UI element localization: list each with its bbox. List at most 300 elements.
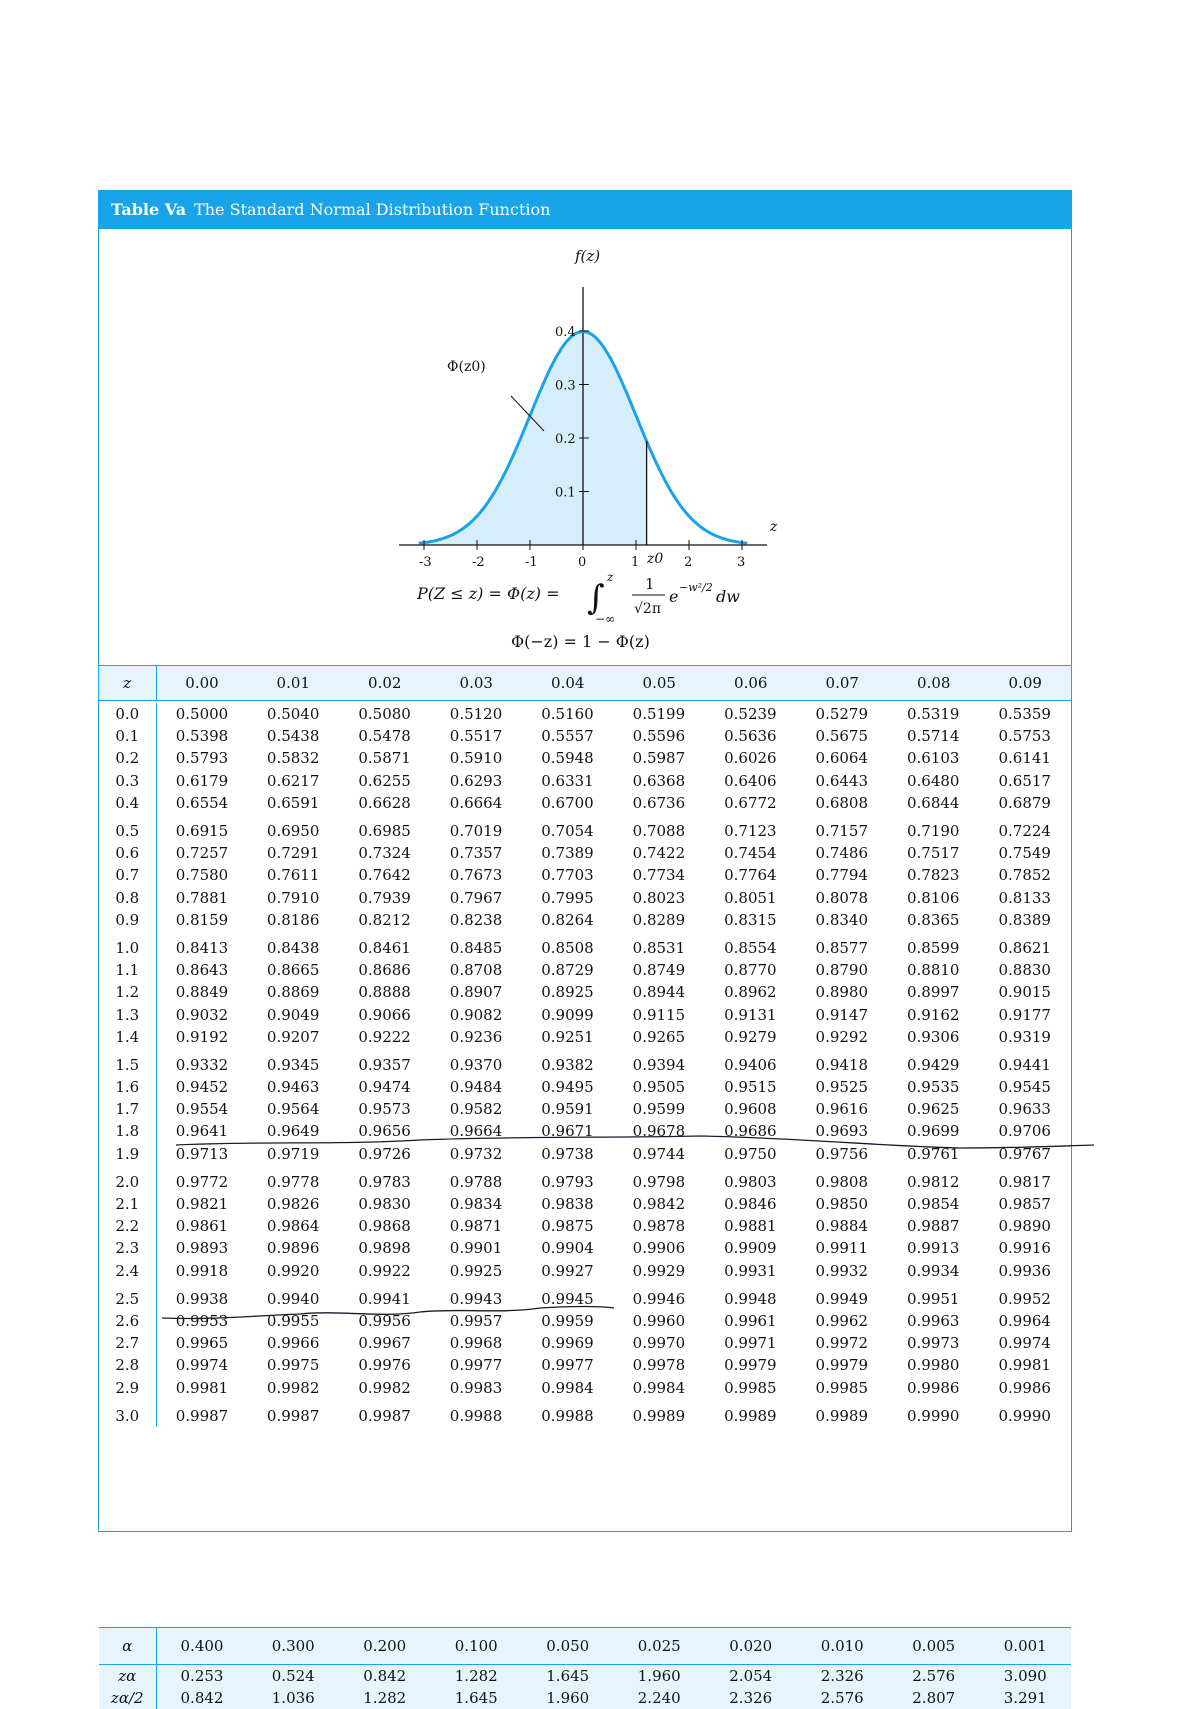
- z-value: 1.9: [99, 1143, 156, 1165]
- table-row: [99, 1288, 1071, 1310]
- probability-cell: 0.9961: [724, 1311, 777, 1330]
- table-row: [99, 1260, 1071, 1282]
- probability-cell: 0.9904: [541, 1239, 594, 1258]
- col-header: 0.05: [642, 674, 676, 692]
- quantile-table: [99, 1627, 1071, 1709]
- probability-cell: 0.8106: [906, 888, 960, 907]
- probability-cell: 0.9906: [632, 1239, 686, 1258]
- x-tick-label: 0: [578, 555, 587, 570]
- z-value: 3.0: [99, 1405, 156, 1427]
- probability-cell: 0.9177: [998, 1005, 1051, 1024]
- probability-cell: 0.9981: [998, 1356, 1051, 1375]
- probability-cell: 0.6026: [724, 749, 777, 768]
- probability-cell: 0.5438: [266, 727, 320, 746]
- area-label: Φ(z0): [447, 359, 486, 375]
- probability-cell: 0.9793: [541, 1172, 594, 1191]
- probability-cell: 0.9495: [541, 1078, 594, 1097]
- col-header: 0.08: [917, 674, 951, 692]
- probability-cell: 0.7019: [449, 822, 503, 841]
- probability-cell: 0.9162: [906, 1005, 960, 1024]
- probability-cell: 0.9964: [998, 1311, 1051, 1330]
- probability-cell: 0.9591: [541, 1100, 594, 1119]
- probability-cell: 0.9761: [906, 1144, 960, 1163]
- probability-cell: 0.9573: [358, 1100, 411, 1119]
- table-row: [99, 770, 1071, 792]
- probability-cell: 0.6443: [815, 771, 869, 790]
- symmetry-formula: Φ(−z) = 1 − Φ(z): [511, 632, 650, 651]
- probability-cell: 0.6217: [266, 771, 320, 790]
- alpha-label: α: [99, 1628, 156, 1665]
- probability-cell: 0.8665: [266, 961, 320, 980]
- probability-cell: 0.9049: [266, 1005, 320, 1024]
- table-row: [99, 1193, 1071, 1215]
- probability-cell: 0.9878: [632, 1217, 686, 1236]
- probability-cell: 0.9881: [724, 1217, 777, 1236]
- probability-cell: 0.7580: [175, 866, 229, 885]
- probability-cell: 0.8944: [632, 983, 686, 1002]
- probability-cell: 0.9975: [266, 1356, 320, 1375]
- probability-cell: 0.9929: [632, 1261, 686, 1280]
- z-alpha-value: 3.090: [1003, 1667, 1047, 1685]
- probability-cell: 0.8023: [632, 888, 686, 907]
- probability-cell: 0.9979: [724, 1356, 777, 1375]
- z-alpha-value: 1.960: [637, 1667, 681, 1685]
- table-row: [99, 1310, 1071, 1332]
- probability-cell: 0.6915: [175, 822, 229, 841]
- z-alpha2-value: 1.960: [546, 1689, 590, 1707]
- probability-cell: 0.9099: [541, 1005, 594, 1024]
- probability-cell: 0.9978: [632, 1356, 686, 1375]
- probability-cell: 0.9887: [906, 1217, 960, 1236]
- probability-cell: 0.9974: [998, 1334, 1051, 1353]
- z-value: 1.8: [99, 1120, 156, 1142]
- z-alpha2-value: 0.842: [180, 1689, 224, 1707]
- alpha-row: [99, 1628, 1071, 1665]
- probability-cell: 0.9974: [175, 1356, 229, 1375]
- probability-cell: 0.9649: [266, 1122, 320, 1141]
- y-tick-label: 0.1: [555, 485, 576, 501]
- fraction-denominator: √2π: [634, 601, 662, 617]
- probability-cell: 0.7939: [358, 888, 411, 907]
- probability-cell: 0.7642: [358, 866, 411, 885]
- probability-cell: 0.9032: [175, 1005, 229, 1024]
- quantile-grid: [99, 1628, 1071, 1709]
- y-axis-label: f(z): [575, 247, 601, 265]
- probability-cell: 0.9767: [998, 1144, 1051, 1163]
- probability-cell: 0.8869: [266, 983, 320, 1002]
- probability-cell: 0.9931: [724, 1261, 777, 1280]
- probability-cell: 0.9861: [175, 1217, 229, 1236]
- z-alpha-value: 1.282: [454, 1667, 498, 1685]
- probability-cell: 0.9838: [541, 1195, 594, 1214]
- probability-cell: 0.5948: [541, 749, 594, 768]
- probability-cell: 0.5080: [358, 705, 411, 724]
- probability-cell: 0.7291: [266, 844, 320, 863]
- probability-cell: 0.8212: [358, 910, 411, 929]
- probability-cell: 0.9812: [906, 1172, 960, 1191]
- probability-cell: 0.9864: [266, 1217, 320, 1236]
- z-alpha-value: 2.576: [912, 1667, 956, 1685]
- probability-cell: 0.9857: [998, 1195, 1051, 1214]
- probability-cell: 0.8508: [541, 938, 594, 957]
- probability-cell: 0.9973: [906, 1334, 960, 1353]
- z-alpha2-value: 2.576: [820, 1689, 864, 1707]
- probability-cell: 0.7257: [175, 844, 229, 863]
- probability-cell: 0.9616: [815, 1100, 869, 1119]
- z-value: 0.5: [99, 820, 156, 842]
- col-header: 0.04: [551, 674, 585, 692]
- probability-cell: 0.9686: [724, 1122, 777, 1141]
- probability-cell: 0.9981: [175, 1378, 229, 1397]
- probability-cell: 0.9959: [541, 1311, 594, 1330]
- probability-cell: 0.9192: [175, 1027, 229, 1046]
- probability-cell: 0.5160: [541, 705, 594, 724]
- z-value: 1.4: [99, 1026, 156, 1048]
- probability-cell: 0.9279: [724, 1027, 777, 1046]
- col-header: 0.09: [1008, 674, 1042, 692]
- probability-cell: 0.9969: [541, 1334, 594, 1353]
- probability-cell: 0.9015: [998, 983, 1051, 1002]
- probability-cell: 0.5871: [358, 749, 411, 768]
- probability-cell: 0.8749: [632, 961, 686, 980]
- probability-cell: 0.9977: [449, 1356, 503, 1375]
- probability-cell: 0.5319: [906, 705, 960, 724]
- table-row: [99, 1171, 1071, 1193]
- probability-cell: 0.9826: [266, 1195, 320, 1214]
- probability-cell: 0.9545: [998, 1078, 1051, 1097]
- z-value: 0.6: [99, 842, 156, 864]
- probability-cell: 0.9875: [541, 1217, 594, 1236]
- probability-cell: 0.5199: [632, 705, 686, 724]
- probability-cell: 0.7703: [541, 866, 594, 885]
- probability-cell: 0.5557: [541, 727, 594, 746]
- probability-cell: 0.7995: [541, 888, 594, 907]
- probability-cell: 0.9251: [541, 1027, 594, 1046]
- z-value: 0.9: [99, 909, 156, 931]
- probability-cell: 0.9834: [449, 1195, 503, 1214]
- table-frame: [98, 190, 1072, 1707]
- probability-cell: 0.9808: [815, 1172, 869, 1191]
- probability-cell: 0.9370: [449, 1055, 503, 1074]
- probability-cell: 0.9932: [815, 1261, 869, 1280]
- probability-cell: 0.6808: [815, 793, 869, 812]
- table-label: Table Va: [111, 200, 187, 219]
- probability-cell: 0.9441: [998, 1055, 1051, 1074]
- z-value: 1.1: [99, 959, 156, 981]
- probability-cell: 0.8554: [724, 938, 777, 957]
- z-alpha2-value: 3.291: [1003, 1689, 1047, 1707]
- probability-cell: 0.7852: [998, 866, 1051, 885]
- z-value: 1.0: [99, 937, 156, 959]
- probability-cell: 0.9750: [724, 1144, 777, 1163]
- probability-cell: 0.9641: [175, 1122, 229, 1141]
- col-header: 0.01: [276, 674, 310, 692]
- probability-cell: 0.9971: [724, 1334, 777, 1353]
- table-title-bar: [99, 191, 1071, 229]
- probability-cell: 0.8729: [541, 961, 594, 980]
- integral-lower-limit: −∞: [595, 612, 616, 626]
- probability-cell: 0.9772: [175, 1172, 229, 1191]
- z-alpha-value: 2.054: [729, 1667, 773, 1685]
- probability-cell: 0.7734: [632, 866, 686, 885]
- alpha-value: 0.005: [888, 1628, 980, 1665]
- probability-cell: 0.9306: [906, 1027, 960, 1046]
- probability-cell: 0.8289: [632, 910, 686, 929]
- probability-cell: 0.9989: [632, 1406, 686, 1425]
- probability-cell: 0.5636: [724, 727, 777, 746]
- probability-cell: 0.8133: [998, 888, 1051, 907]
- probability-cell: 0.9803: [724, 1172, 777, 1191]
- probability-cell: 0.6331: [541, 771, 594, 790]
- alpha-value: 0.001: [980, 1628, 1072, 1665]
- header-table: [99, 665, 1071, 701]
- probability-cell: 0.7881: [175, 888, 229, 907]
- exp-power: −w²/2: [679, 581, 713, 594]
- z-alpha2-value: 1.282: [363, 1689, 407, 1707]
- probability-cell: 0.9599: [632, 1100, 686, 1119]
- probability-cell: 0.9732: [449, 1144, 503, 1163]
- header-row: [99, 666, 1071, 701]
- probability-cell: 0.5120: [449, 705, 503, 724]
- probability-cell: 0.9952: [998, 1289, 1051, 1308]
- probability-cell: 0.9292: [815, 1027, 869, 1046]
- probability-cell: 0.9936: [998, 1261, 1051, 1280]
- z-alpha-label: zα: [99, 1665, 156, 1688]
- probability-cell: 0.8790: [815, 961, 869, 980]
- probability-cell: 0.9972: [815, 1334, 869, 1353]
- probability-cell: 0.9901: [449, 1239, 503, 1258]
- z-alpha2-value: 1.036: [271, 1689, 315, 1707]
- z-value: 0.8: [99, 887, 156, 909]
- probability-cell: 0.9909: [724, 1239, 777, 1258]
- z-column-header: z: [99, 666, 156, 701]
- probability-cell: 0.8238: [449, 910, 503, 929]
- probability-cell: 0.7764: [724, 866, 777, 885]
- probability-cell: 0.9484: [449, 1078, 503, 1097]
- probability-cell: 0.7123: [724, 822, 777, 841]
- x-tick-label: -3: [419, 555, 432, 570]
- probability-cell: 0.8770: [724, 961, 777, 980]
- probability-cell: 0.9842: [632, 1195, 686, 1214]
- probability-cell: 0.9966: [266, 1334, 320, 1353]
- probability-cell: 0.6736: [632, 793, 686, 812]
- probability-cell: 0.8485: [449, 938, 503, 957]
- probability-cell: 0.9898: [358, 1239, 411, 1258]
- probability-cell: 0.8078: [815, 888, 869, 907]
- probability-cell: 0.9965: [175, 1334, 229, 1353]
- z-value: 2.3: [99, 1237, 156, 1259]
- table-row: [99, 1120, 1071, 1142]
- probability-cell: 0.6950: [266, 822, 320, 841]
- z-value: 1.7: [99, 1098, 156, 1120]
- probability-cell: 0.9927: [541, 1261, 594, 1280]
- z-alpha-value: 0.524: [271, 1667, 315, 1685]
- probability-cell: 0.7157: [815, 822, 869, 841]
- probability-cell: 0.9236: [449, 1027, 503, 1046]
- table-row: [99, 887, 1071, 909]
- probability-cell: 0.9699: [906, 1122, 960, 1141]
- probability-cell: 0.9850: [815, 1195, 869, 1214]
- probability-cell: 0.9979: [815, 1356, 869, 1375]
- probability-cell: 0.9984: [541, 1378, 594, 1397]
- z-value: 0.1: [99, 725, 156, 747]
- probability-cell: 0.6255: [358, 771, 411, 790]
- probability-cell: 0.9920: [266, 1261, 320, 1280]
- probability-cell: 0.9868: [358, 1217, 411, 1236]
- z-value: 1.5: [99, 1054, 156, 1076]
- z-alpha-value: 1.645: [546, 1667, 590, 1685]
- probability-cell: 0.9319: [998, 1027, 1051, 1046]
- x-tick-label: 1: [631, 555, 640, 570]
- table-row: [99, 1076, 1071, 1098]
- table-row: [99, 842, 1071, 864]
- table-row: [99, 1026, 1071, 1048]
- probability-cell: 0.9554: [175, 1100, 229, 1119]
- probability-cell: 0.6554: [175, 793, 229, 812]
- probability-cell: 0.7673: [449, 866, 503, 885]
- probability-cell: 0.8997: [906, 983, 960, 1002]
- x-tick-label: 2: [684, 555, 693, 570]
- probability-cell: 0.8413: [175, 938, 229, 957]
- probability-cell: 0.7967: [449, 888, 503, 907]
- probability-cell: 0.9990: [906, 1406, 960, 1425]
- probability-cell: 0.6772: [724, 793, 777, 812]
- z-value: 2.7: [99, 1332, 156, 1354]
- probability-cell: 0.9854: [906, 1195, 960, 1214]
- z-value: 2.9: [99, 1376, 156, 1398]
- probability-cell: 0.9896: [266, 1239, 320, 1258]
- main-table-body: [99, 703, 1071, 1427]
- probability-cell: 0.6517: [998, 771, 1051, 790]
- probability-cell: 0.8925: [541, 983, 594, 1002]
- formula-main: P(Z ≤ z) = Φ(z) =: [417, 584, 560, 603]
- table-row: [99, 1054, 1071, 1076]
- probability-cell: 0.9922: [358, 1261, 411, 1280]
- probability-cell: 0.7054: [541, 822, 594, 841]
- probability-cell: 0.7549: [998, 844, 1051, 863]
- probability-cell: 0.9798: [632, 1172, 686, 1191]
- exp-base: e: [669, 587, 679, 606]
- probability-cell: 0.9131: [724, 1005, 777, 1024]
- probability-cell: 0.6985: [358, 822, 411, 841]
- probability-cell: 0.7088: [632, 822, 686, 841]
- probability-cell: 0.9948: [724, 1289, 777, 1308]
- probability-cell: 0.9207: [266, 1027, 320, 1046]
- probability-cell: 0.9976: [358, 1356, 411, 1375]
- table-row: [99, 1332, 1071, 1354]
- probability-cell: 0.5910: [449, 749, 503, 768]
- alpha-value: 0.050: [522, 1628, 614, 1665]
- probability-cell: 0.9943: [449, 1289, 503, 1308]
- probability-cell: 0.9983: [449, 1378, 503, 1397]
- probability-cell: 0.7517: [906, 844, 960, 863]
- probability-cell: 0.7389: [541, 844, 594, 863]
- table-row: [99, 820, 1071, 842]
- z-value: 1.3: [99, 1003, 156, 1025]
- probability-cell: 0.5000: [175, 705, 229, 724]
- probability-cell: 0.9946: [632, 1289, 686, 1308]
- probability-cell: 0.6844: [906, 793, 960, 812]
- z-alpha2-value: 2.326: [729, 1689, 773, 1707]
- probability-cell: 0.9956: [358, 1311, 411, 1330]
- table-row: [99, 864, 1071, 886]
- probability-cell: 0.6700: [541, 793, 594, 812]
- probability-cell: 0.9664: [449, 1122, 503, 1141]
- probability-cell: 0.5793: [175, 749, 229, 768]
- probability-cell: 0.9989: [815, 1406, 869, 1425]
- table-row: [99, 1143, 1071, 1165]
- probability-cell: 0.8599: [906, 938, 960, 957]
- probability-cell: 0.9778: [266, 1172, 320, 1191]
- probability-cell: 0.9830: [358, 1195, 411, 1214]
- table-row: [99, 1237, 1071, 1259]
- z0-label: z0: [647, 551, 664, 567]
- probability-cell: 0.9656: [358, 1122, 411, 1141]
- probability-cell: 0.9962: [815, 1311, 869, 1330]
- probability-cell: 0.9452: [175, 1078, 229, 1097]
- probability-cell: 0.8643: [175, 961, 229, 980]
- probability-cell: 0.9671: [541, 1122, 594, 1141]
- col-header: 0.07: [825, 674, 859, 692]
- alpha-value: 0.400: [156, 1628, 248, 1665]
- probability-cell: 0.6103: [906, 749, 960, 768]
- probability-cell: 0.8365: [906, 910, 960, 929]
- table-row: [99, 1354, 1071, 1376]
- probability-cell: 0.8159: [175, 910, 229, 929]
- probability-cell: 0.9846: [724, 1195, 777, 1214]
- probability-cell: 0.5359: [998, 705, 1051, 724]
- table-row: [99, 747, 1071, 769]
- probability-cell: 0.9990: [998, 1406, 1051, 1425]
- probability-cell: 0.9706: [998, 1122, 1051, 1141]
- probability-cell: 0.9066: [358, 1005, 411, 1024]
- probability-cell: 0.9957: [449, 1311, 503, 1330]
- probability-cell: 0.9738: [541, 1144, 594, 1163]
- normal-curve-svg: [99, 229, 1071, 665]
- probability-cell: 0.7910: [266, 888, 320, 907]
- z-alpha-row: [99, 1665, 1071, 1688]
- probability-cell: 0.8830: [998, 961, 1051, 980]
- probability-cell: 0.9986: [998, 1378, 1051, 1397]
- table-row: [99, 937, 1071, 959]
- probability-cell: 0.5040: [266, 705, 320, 724]
- probability-cell: 0.6368: [632, 771, 686, 790]
- y-tick-label: 0.3: [555, 378, 576, 394]
- probability-cell: 0.9817: [998, 1172, 1051, 1191]
- probability-cell: 0.6480: [906, 771, 960, 790]
- probability-cell: 0.8962: [724, 983, 777, 1002]
- probability-cell: 0.9890: [998, 1217, 1051, 1236]
- probability-cell: 0.8686: [358, 961, 411, 980]
- probability-cell: 0.8340: [815, 910, 869, 929]
- col-header: 0.06: [734, 674, 768, 692]
- probability-cell: 0.9941: [358, 1289, 411, 1308]
- probability-cell: 0.5279: [815, 705, 869, 724]
- z-alpha-value: 2.326: [820, 1667, 864, 1685]
- integral-upper-limit: z: [607, 570, 614, 584]
- probability-cell: 0.9783: [358, 1172, 411, 1191]
- probability-cell: 0.9535: [906, 1078, 960, 1097]
- cdf-table: [99, 703, 1071, 1427]
- col-header: 0.03: [459, 674, 493, 692]
- table-row: [99, 703, 1071, 725]
- probability-cell: 0.8708: [449, 961, 503, 980]
- probability-cell: 0.9985: [815, 1378, 869, 1397]
- probability-cell: 0.9382: [541, 1055, 594, 1074]
- probability-cell: 0.9884: [815, 1217, 869, 1236]
- probability-cell: 0.8315: [724, 910, 777, 929]
- probability-cell: 0.6141: [998, 749, 1051, 768]
